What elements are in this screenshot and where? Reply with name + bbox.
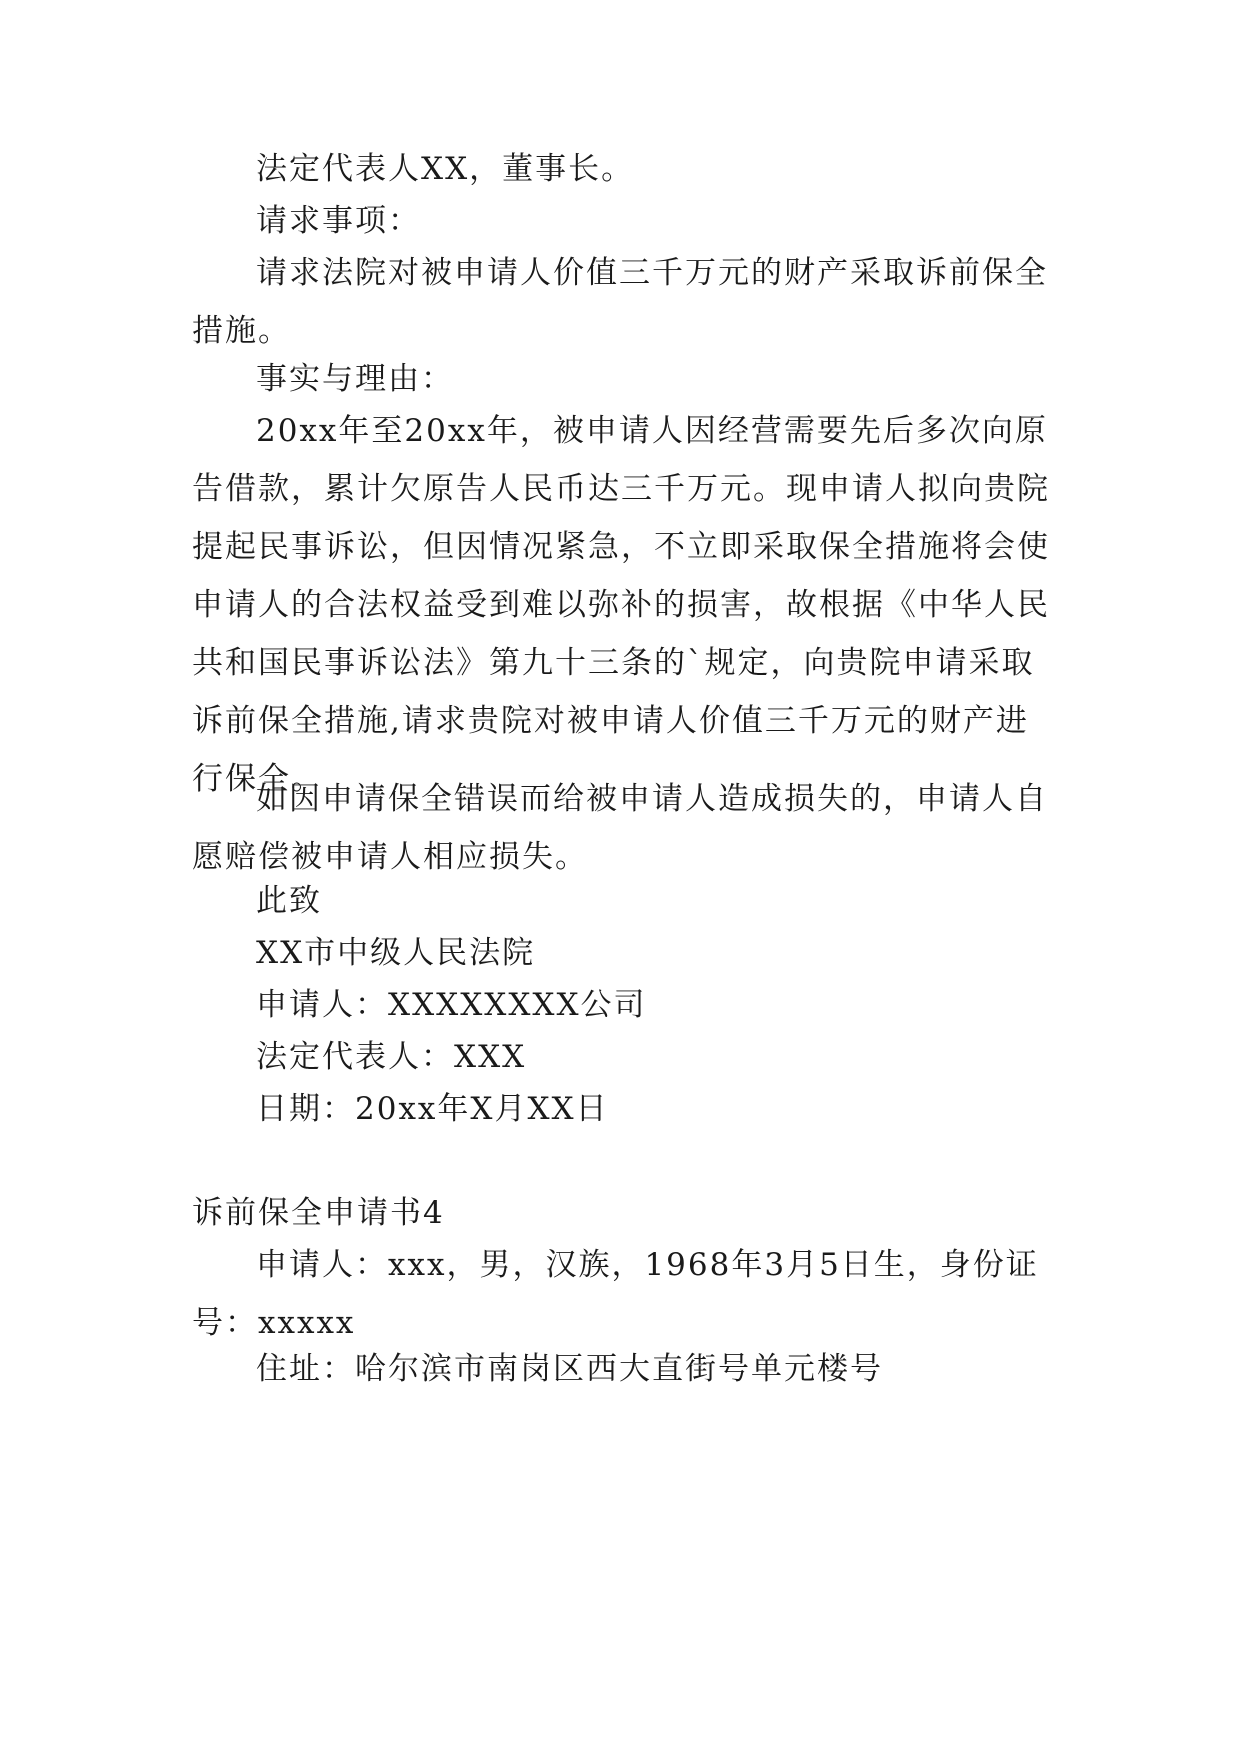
court-name: XX市中级人民法院	[256, 935, 536, 971]
claims-heading: 请求事项：	[256, 203, 421, 239]
closing-salutation: 此致	[256, 883, 322, 919]
applicant-signature: 申请人：XXXXXXXX公司	[256, 987, 647, 1023]
facts-heading: 事实与理由：	[256, 361, 454, 397]
legal-representative-line: 法定代表人XX，董事长。	[256, 151, 635, 187]
representative-signature: 法定代表人：XXX	[256, 1039, 527, 1075]
section-title: 诉前保全申请书4	[192, 1195, 445, 1231]
claims-paragraph: 请求法院对被申请人价值三千万元的财产采取诉前保全措施。	[192, 255, 1048, 349]
address-line: 住址：哈尔滨市南岗区西大直街号单元楼号	[256, 1351, 883, 1387]
compensation-paragraph: 如因申请保全错误而给被申请人造成损失的，申请人自愿赔偿被申请人相应损失。	[192, 781, 1048, 875]
second-applicant-paragraph: 申请人：xxx，男，汉族，1968年3月5日生，身份证号：xxxxx	[192, 1247, 1039, 1341]
signature-date: 日期：20xx年X月XX日	[256, 1091, 609, 1127]
facts-paragraph: 20xx年至20xx年，被申请人因经营需要先后多次向原告借款，累计欠原告人民币达三千万元。现申请人拟向贵院提起民事诉讼，但因情况紧急，不立即采取保全措施将会使申请人的合法权益受到难以弥补的损害，故根据《中华人民共和国民事诉讼法》第九十三条的`规定，向贵院申请采取诉前保全措施,请求贵院对被申请人价值三千万元的财产进行保全。	[192, 413, 1050, 797]
